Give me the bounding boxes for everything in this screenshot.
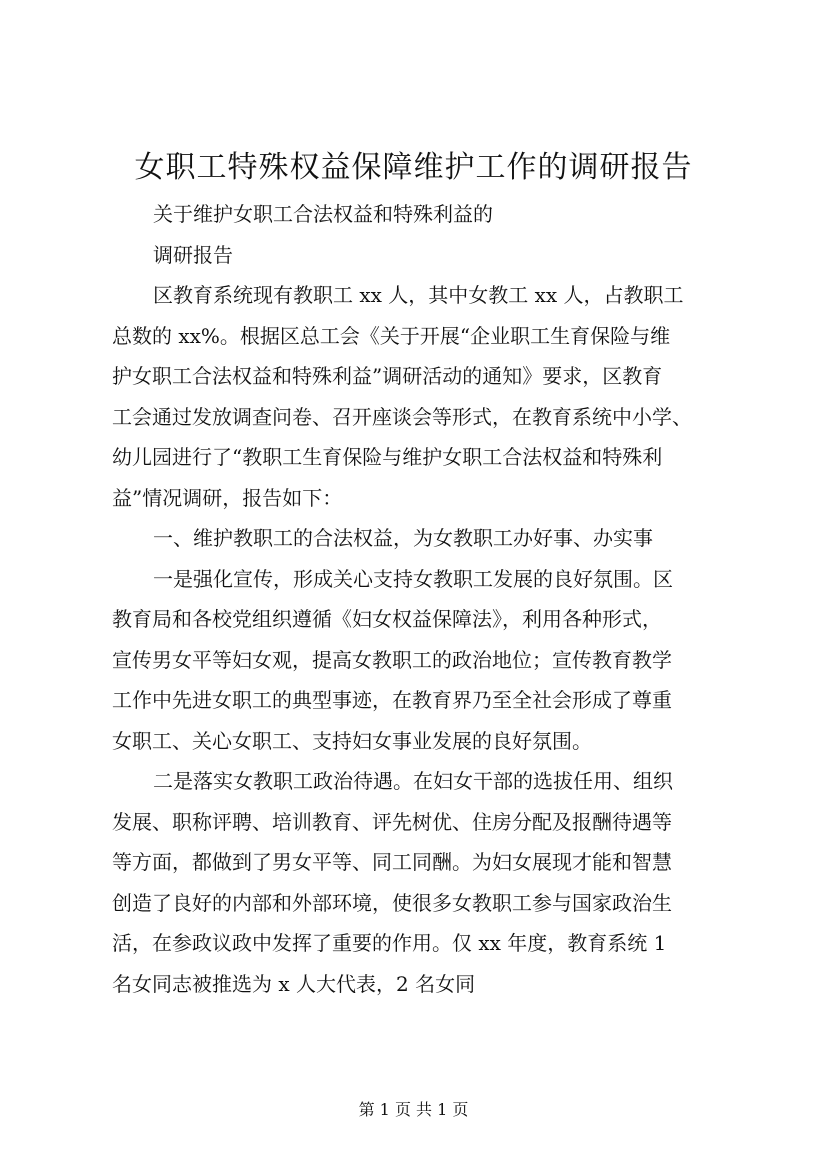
body-line: 女职工、关心女职工、支持妇女事业发展的良好氛围。	[112, 728, 592, 753]
body-line: 教育局和各校党组织遵循《妇女权益保障法》，利用各种形式，	[112, 607, 662, 631]
body-line: 益”情况调研，报告如下：	[112, 485, 343, 510]
body-line: 区教育系统现有教职工 xx 人，其中女教工 xx 人，占教职工	[153, 283, 684, 307]
body-line: 幼儿园进行了“教职工生育保险与维护女职工合法权益和特殊利	[112, 445, 663, 469]
body-line: 活，在参政议政中发挥了重要的作用。仅 xx 年度，教育系统 1	[112, 931, 667, 955]
body-line: 关于维护女职工合法权益和特殊利益的	[153, 202, 493, 226]
body-line: 一、维护教职工的合法权益，为女教职工办好事、办实事	[153, 526, 653, 550]
body-line: 护女职工合法权益和特殊利益”调研活动的通知》要求，区教育	[112, 364, 663, 388]
body-line: 宣传男女平等妇女观，提高女教职工的政治地位；宣传教育教学	[112, 647, 672, 672]
body-line: 名女同志被推选为 x 人大代表，2 名女同	[112, 971, 476, 996]
body-line: 工会通过发放调查问卷、召开座谈会等形式，在教育系统中小学、	[112, 404, 692, 429]
body-line: 一是强化宣传，形成关心支持女教职工发展的良好氛围。区	[153, 566, 673, 591]
body-line: 总数的 xx%。根据区总工会《关于开展“企业职工生育保险与维	[112, 323, 671, 348]
page-footer: 第 1 页 共 1 页	[358, 1100, 469, 1119]
document-body	[112, 194, 722, 1004]
body-line: 调研报告	[153, 242, 233, 267]
body-line: 二是落实女教职工政治待遇。在妇女干部的选拔任用、组织	[153, 769, 673, 793]
body-line: 创造了良好的内部和外部环境，使很多女教职工参与国家政治生	[112, 890, 672, 915]
document-title: 女职工特殊权益保障维护工作的调研报告	[134, 150, 693, 185]
body-line: 等方面，都做到了男女平等、同工同酬。为妇女展现才能和智慧	[112, 850, 672, 874]
body-line: 工作中先进女职工的典型事迹，在教育界乃至全社会形成了尊重	[112, 688, 672, 712]
body-line: 发展、职称评聘、培训教育、评先树优、住房分配及报酬待遇等	[112, 809, 672, 834]
